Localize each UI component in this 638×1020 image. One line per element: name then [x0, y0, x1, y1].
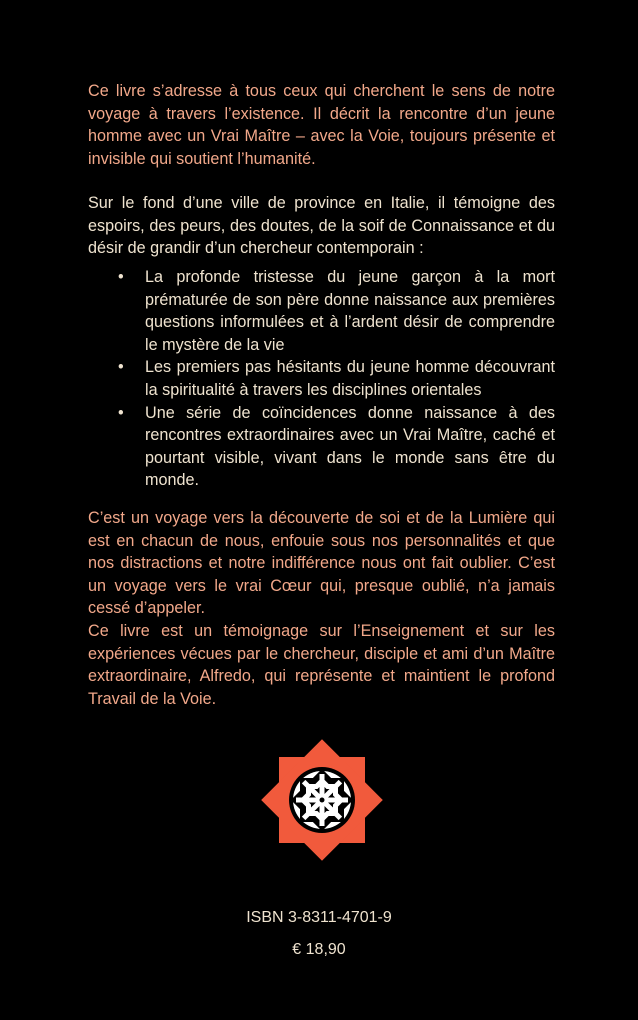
testimony-paragraph: Ce livre est un témoignage sur l’Enseignement et sur les expériences vécues par le chercheur, disciple et ami d’un Maître extraordinaire, Alfredo, qui représente et maintient le profond Travail de la Voie. [88, 622, 555, 708]
intro-paragraph: Ce livre s’adresse à tous ceux qui cherchent le sens de notre voyage à travers l’existence. Il décrit la rencontre d’un jeune homme avec un Vrai Maître – avec la Voie, toujours présente et invisible qui soutient l’humanité. [88, 82, 555, 168]
context-paragraph: Sur le fond d’une ville de province en Italie, il témoigne des espoirs, des peurs, des doutes, de la soif de Connaissance et du désir de grandir d’un chercheur contemporain : [88, 194, 555, 258]
star-emblem-icon [260, 738, 384, 862]
list-item-text: Une série de coïncidences donne naissance à des rencontres extraordinaires avec un Vrai Maître, caché et pourtant visible, vivant dans le monde sans être du monde. [145, 403, 555, 490]
list-item [88, 266, 555, 356]
bullet-icon: • [118, 268, 124, 286]
list-item [88, 402, 555, 492]
list-item [88, 356, 555, 401]
list-item-text: Les premiers pas hésitants du jeune homme découvrant la spiritualité à travers les disciplines orientales [145, 358, 555, 399]
list-item-text: La profonde tristesse du jeune garçon à la mort prématurée de son père donne naissance aux premières questions informulées et à l’ardent désir de comprendre le mystère de la vie [145, 268, 555, 354]
price-label: € 18,90 [292, 941, 346, 958]
bullet-icon: • [118, 358, 124, 377]
bullet-icon: • [118, 403, 124, 422]
themes-list [88, 266, 555, 492]
journey-paragraph: C’est un voyage vers la découverte de soi et de la Lumière qui est en chacun de nous, enfouie sous nos personnalités et que nos distractions et notre indifférence nous ont fait oublier. C’est un voyage vers le vrai Cœur qui, presque oublié, n’a jamais cessé d’appeler. [88, 509, 555, 618]
isbn-label: ISBN 3-8311-4701-9 [246, 909, 392, 926]
